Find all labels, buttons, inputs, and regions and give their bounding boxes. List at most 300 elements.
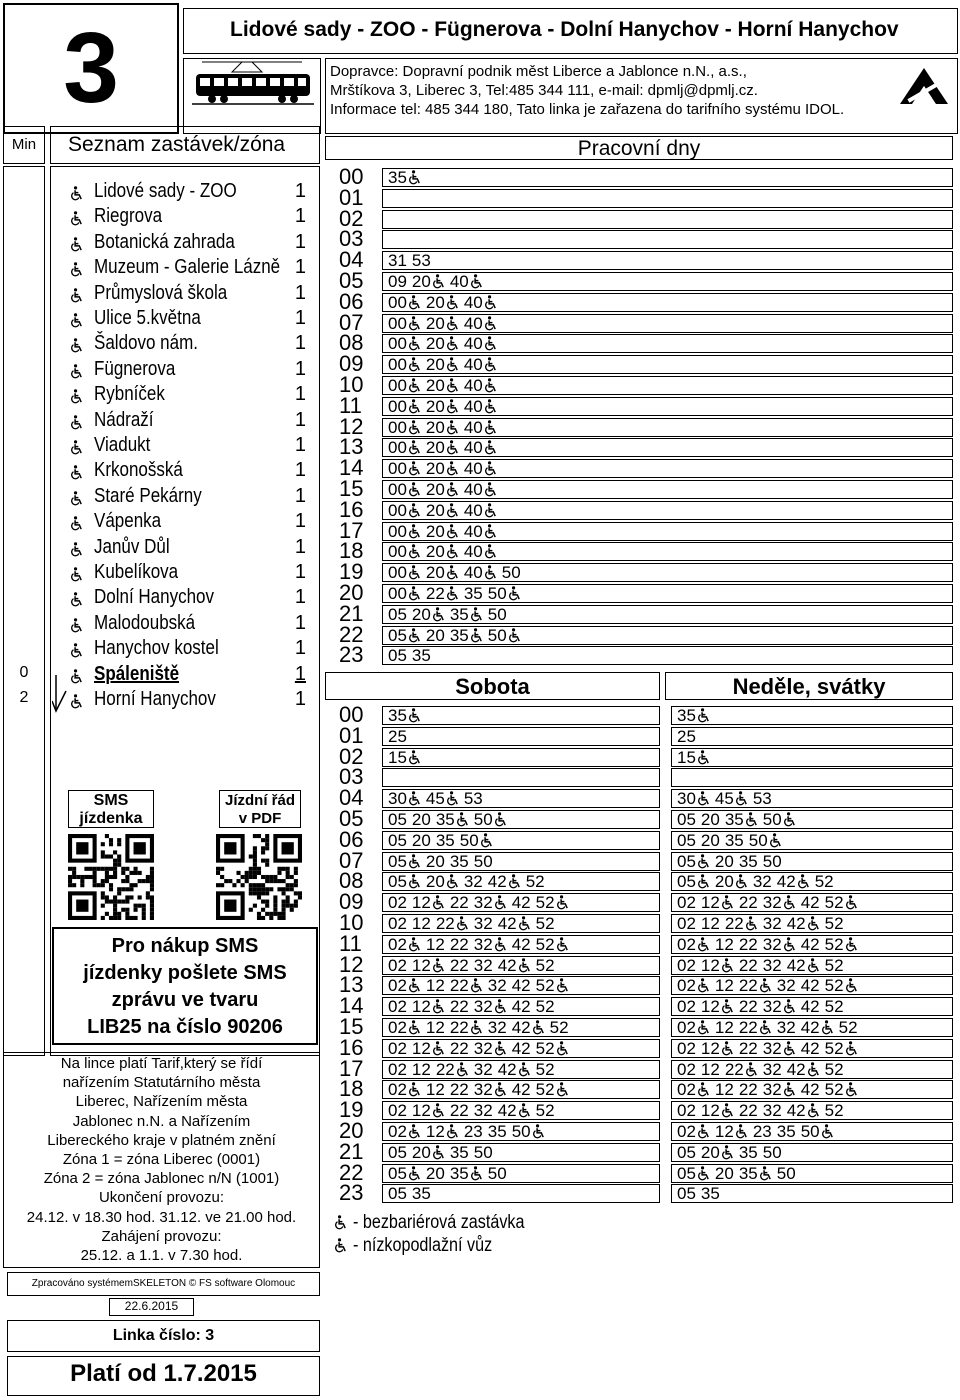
departure-minute: 31 [388,251,407,271]
wheelchair-icon [69,465,84,480]
wheelchair-icon [69,415,84,430]
wheelchair-icon [431,999,446,1014]
min-header: Min [11,136,37,153]
departure-row [388,810,512,830]
departure-minute: 20 [425,334,445,354]
departure-minute: 02 [388,1101,407,1121]
departure-minute: 35 [738,851,758,871]
departure-minute: 52 [535,914,555,933]
wheelchair-icon [479,833,494,848]
departure-minute: 12 [411,914,431,933]
departure-minute: 02 [677,914,696,933]
wheelchair-icon [407,586,422,601]
stop-zone: 1 [294,510,306,533]
departure-minute: 42 [487,872,507,892]
wheelchair-icon [407,1020,422,1035]
stop-item [68,510,330,535]
stop-name: Hanychov kostel [94,637,219,660]
hour-label: 20 [339,1118,364,1143]
departure-minute: 00 [388,542,407,562]
hour-label: 12 [339,951,364,977]
hour-label: 13 [339,434,364,460]
departure-row [388,251,436,271]
departure-row [388,1122,550,1142]
departure-minute: 42 [800,997,820,1017]
stop-zone: 1 [294,484,306,507]
departure-minute: 22 [738,1038,758,1058]
departure-row [388,1080,574,1100]
departure-minute: 40 [463,563,483,583]
departure-minute: 50 [473,1142,493,1162]
departure-minute: 42 [511,1038,531,1058]
departure-minute: 50 [487,604,507,624]
departure-row [677,727,701,747]
wheelchair-icon [782,937,797,952]
tariff-note-line: 24.12. v 18.30 hod. 31.12. ve 21.00 hod. [26,1208,297,1226]
stop-zone: 1 [294,561,306,583]
wheelchair-icon [407,791,422,806]
departure-minute: 05 [388,1184,407,1204]
departure-minute: 00 [388,417,407,437]
departure-minute: 42 [800,893,820,913]
stop-item [68,536,330,561]
departure-minute: 12 [700,997,720,1017]
departure-minute: 50 [748,830,768,850]
wheelchair-icon [782,1041,797,1056]
departure-row [677,1164,801,1184]
departure-cell [382,646,953,665]
departure-row [388,1039,574,1059]
departure-minute: 00 [388,480,407,499]
hour-label: 19 [339,1097,364,1123]
wheelchair-icon [696,1082,711,1097]
wheelchair-icon [445,399,460,414]
departure-minute: 32 [487,976,507,996]
wheelchair-icon [517,1062,532,1077]
wheelchair-icon [407,295,422,310]
wheelchair-icon [483,378,498,393]
departure-minute: 50 [511,1122,531,1141]
departure-row [388,727,412,747]
departure-row [677,1122,839,1142]
departure-minute: 40 [463,355,483,375]
departure-row [388,976,574,996]
departure-minute: 42 [497,1059,517,1079]
departure-minute: 02 [677,976,696,996]
wheelchair-icon [445,295,460,310]
departure-minute: 52 [535,934,555,954]
departure-minute: 20 [425,417,445,437]
wheelchair-icon [493,999,508,1014]
stop-zone: 1 [294,383,306,406]
departure-minute: 32 [762,1080,782,1100]
departure-minute: 12 [714,1080,734,1100]
wheelchair-icon [555,1082,570,1097]
wheelchair-icon [69,516,84,531]
departure-minute: 40 [463,396,483,416]
stop-name: Fügnerova [94,357,176,380]
sms-info-1: Pro nákup SMS [111,935,259,957]
departure-minute: 52 [549,1018,569,1037]
hour-label: 05 [339,268,364,293]
departure-row [677,1143,787,1163]
departure-minute: 52 [535,976,555,996]
sms-info-3: zprávu ve tvaru [111,989,259,1011]
wheelchair-icon [806,916,821,931]
wheelchair-icon [734,874,749,889]
hour-label: 22 [339,1159,364,1185]
departure-minute: 20 [425,480,445,499]
departure-minute: 02 [677,1101,696,1121]
sms-ticket-label-2: jízdenka [79,810,143,827]
wheelchair-icon [407,482,422,497]
wheelchair-icon [407,1166,422,1181]
departure-cell [671,727,953,746]
wheelchair-icon [445,316,460,331]
hour-label: 00 [339,164,364,189]
wheelchair-icon [445,544,460,559]
departure-minute: 35 [411,646,431,666]
operator-line-2: Mrštíkova 3, Liberec 3, Tel:485 344 111, e-mail: dpmlj@dpmlj.cz. [330,82,758,99]
stop-item [68,459,330,484]
departure-minute: 22 [449,934,469,954]
qr-code-pdf-icon[interactable] [216,834,302,920]
sms-info-2: jízdenky pošlete SMS [83,962,287,984]
departure-minute: 20 [425,872,445,892]
departure-minute: 50 [501,563,521,583]
stop-name: Kubelíkova [94,561,179,583]
departure-cell [382,768,660,787]
departure-minute: 02 [388,934,407,954]
hour-label: 07 [339,847,364,873]
departure-minute: 20 [425,396,445,416]
pdf-timetable-label-1: Jízdní řád [224,792,295,809]
departure-row [388,1143,498,1163]
departure-cell [382,251,953,270]
departure-minute: 52 [824,976,844,996]
wheelchair-icon [483,399,498,414]
departure-minute: 42 [497,955,517,975]
departure-minute: 42 [497,1101,517,1121]
stop-zone: 1 [294,281,306,304]
wheelchair-icon [469,607,484,622]
legend-item-low-floor [332,1235,517,1257]
wheelchair-icon [696,874,711,889]
departure-minute: 22 [738,955,758,975]
departure-minute: 42 [800,1080,820,1100]
departure-minute: 52 [824,1101,844,1121]
wheelchair-icon [517,1103,532,1118]
wheelchair-icon [507,874,522,889]
wheelchair-icon [820,1124,835,1139]
departure-minute: 22 [449,1080,469,1100]
departure-minute: 00 [388,355,407,375]
departure-minute: 20 [425,500,445,520]
departure-row [677,789,777,809]
departure-row [388,626,526,646]
wheelchair-icon [407,461,422,476]
departure-cell [382,210,953,229]
wheelchair-icon [744,812,759,827]
departure-row [388,893,574,913]
departure-minute: 22 [738,893,758,913]
departure-minute: 32 [776,976,796,996]
wheelchair-icon [445,440,460,455]
departure-minute: 12 [700,914,720,933]
departure-row [388,1018,574,1038]
departure-row [388,956,560,976]
hour-label: 04 [339,785,364,811]
wheelchair-icon [844,937,859,952]
wheelchair-icon [407,440,422,455]
departure-row [677,935,863,955]
stop-item [68,434,330,459]
departure-minute: 22 [425,584,445,603]
wheelchair-icon [507,628,522,643]
departure-minute: 12 [425,1080,445,1100]
hour-label: 17 [339,517,364,543]
departure-minute: 20 [700,1142,720,1162]
hour-label: 21 [339,600,364,626]
departure-minute: 42 [800,1018,820,1037]
line-number: 3 [63,12,119,124]
wheelchair-icon [69,542,84,557]
departure-minute: 20 [425,1163,445,1183]
hour-label: 23 [339,642,364,668]
departure-row [388,438,502,458]
departure-minute: 00 [388,521,407,541]
departure-minute: 50 [762,851,782,871]
departure-minute: 32 [473,893,493,913]
departure-minute: 05 [677,872,696,892]
stop-zone: 1 [294,586,306,609]
departure-minute: 32 [762,1038,782,1058]
departure-minute: 42 [511,1080,531,1100]
wheelchair-icon [407,565,422,580]
hour-label: 07 [339,309,364,335]
departure-minute: 02 [388,955,407,975]
operator-line-3: Informace tel: 485 344 180, Tato linka je zařazena do tarifního systému IDOL. [330,101,845,118]
departure-minute: 42 [511,997,531,1017]
departure-minute: 20 [425,376,445,395]
wheelchair-icon [69,237,84,252]
sms-info-4: LIB25 na číslo 90206 [87,1016,283,1038]
stop-name: Malodoubská [94,611,196,634]
hour-label: 19 [339,559,364,585]
wheelchair-icon [407,544,422,559]
hour-label: 08 [339,330,364,356]
departure-minute: 53 [752,789,772,809]
departure-minute: 00 [388,396,407,416]
departure-minute: 32 [762,893,782,913]
hour-label: 15 [339,476,364,501]
departure-minute: 42 [511,1018,531,1037]
wheelchair-icon [720,1103,735,1118]
departure-minute: 05 [388,830,407,850]
wheelchair-icon [507,586,522,601]
wheelchair-icon [696,750,711,765]
hour-label: 23 [339,1180,364,1206]
departure-row [388,376,502,396]
departure-minute: 42 [786,914,806,933]
departure-row [677,706,715,726]
wheelchair-icon [469,628,484,643]
departure-minute: 12 [411,1101,431,1121]
departure-minute: 02 [677,1080,696,1100]
hour-label: 01 [339,722,364,748]
departure-minute: 32 [473,1080,493,1100]
wheelchair-icon [696,791,711,806]
wheelchair-icon [407,378,422,393]
wheelchair-icon [445,1124,460,1139]
tariff-note-line: 25.12. a 1.1. v 7.30 hod. [80,1247,243,1264]
stop-minutes: 0 [19,663,29,681]
wheelchair-icon [483,461,498,476]
legend-text: - nízkopodlažní vůz [353,1235,493,1256]
departure-row [388,168,426,188]
departure-minute: 00 [388,334,407,354]
wheelchair-icon [445,503,460,518]
departure-minute: 32 [762,955,782,975]
hour-label: 10 [339,372,364,397]
departure-row [677,852,787,872]
departure-minute: 52 [535,1080,555,1100]
departure-cell [382,230,953,249]
qr-code-sms-icon[interactable] [68,834,154,920]
saturday-title: Sobota [455,674,530,699]
wheelchair-icon [696,937,711,952]
wheelchair-icon [483,482,498,497]
wheelchair-icon [517,958,532,973]
sunday-title: Neděle, svátky [732,674,886,699]
departure-row [677,1184,725,1204]
departure-minute: 05 [677,1142,696,1162]
departure-minute: 05 [677,810,696,829]
departure-minute: 40 [463,480,483,499]
departure-minute: 22 [724,914,744,933]
departure-minute: 02 [677,893,696,913]
hour-label: 14 [339,993,364,1019]
departure-minute: 35 [388,706,407,725]
hour-label: 12 [339,413,364,439]
hour-label: 16 [339,496,364,522]
departure-minute: 12 [411,1059,431,1079]
legend-text: - bezbariérová zastávka [353,1212,525,1233]
departure-minute: 15 [677,747,696,767]
departure-minute: 12 [425,1122,445,1141]
departure-minute: 02 [388,976,407,996]
hour-label: 16 [339,1034,364,1060]
stop-item [68,561,330,586]
wheelchair-icon [768,833,783,848]
stop-item [68,409,330,434]
wheelchair-icon [555,895,570,910]
stop-item [68,637,330,662]
stop-name: Viadukt [94,434,151,456]
departure-row [388,334,502,354]
wheelchair-icon [483,420,498,435]
wheelchair-icon [483,336,498,351]
wheelchair-icon [407,1124,422,1139]
departure-minute: 32 [473,1038,493,1058]
departure-minute: 05 [388,810,407,829]
stop-item [68,256,330,281]
stop-name: Janův Důl [94,535,170,558]
tariff-note-line: Na lince platí Tarif,který se řídí [60,1055,263,1072]
departure-minute: 40 [463,438,483,458]
departure-minute: 00 [388,563,407,583]
wheelchair-icon [796,874,811,889]
wheelchair-icon [455,1062,470,1077]
departure-minute: 52 [838,1018,858,1037]
departure-row [388,935,574,955]
departure-minute: 05 [388,625,407,645]
stop-zone: 1 [294,688,306,710]
stop-name: Krkonošská [94,459,183,482]
stop-name: Spáleniště [94,662,180,685]
legend-item-barrier-free [332,1212,555,1234]
wheelchair-icon [431,1103,446,1118]
departure-minute: 02 [677,997,696,1017]
stop-zone: 1 [294,408,306,431]
departure-minute: 52 [824,955,844,975]
departure-minute: 50 [473,851,493,871]
wheelchair-icon [469,274,484,289]
departure-minute: 05 [388,646,407,666]
tariff-note-line: Jablonec n.N. a Nařízením [72,1112,251,1130]
departure-minute: 20 [714,851,734,871]
departure-minute: 32 [762,1059,782,1079]
wheelchair-icon [744,916,759,931]
departure-minute: 02 [388,1038,407,1058]
departure-minute: 20 [411,830,431,850]
departure-minute: 40 [449,272,469,291]
wheelchair-icon [69,567,84,582]
tariff-note-line: Liberec, Nařízením města [75,1093,248,1111]
stop-name: Nádraží [94,408,154,431]
hour-label: 00 [339,702,364,727]
departure-row [388,852,498,872]
departure-row [677,1018,863,1038]
departure-row [677,1060,849,1080]
departure-minute: 12 [425,934,445,954]
departure-cell [382,189,953,208]
departure-minute: 52 [824,914,844,933]
wheelchair-icon [69,440,84,455]
stop-name: Botanická zahrada [94,230,235,253]
stop-item [68,612,330,637]
departure-minute: 32 [473,1059,493,1079]
wheelchair-icon [483,440,498,455]
departure-minute: 42 [786,1059,806,1079]
wheelchair-icon [493,937,508,952]
departure-minute: 45 [714,789,734,809]
stop-name: Průmyslová škola [94,281,228,304]
stop-name: Riegrova [94,205,163,228]
stop-zone: 1 [294,332,306,355]
departure-minute: 22 [449,1018,469,1037]
wheelchair-icon [445,874,460,889]
departure-minute: 23 [463,1122,483,1141]
wheelchair-icon [407,420,422,435]
wheelchair-icon [69,669,84,684]
wheelchair-icon [844,895,859,910]
wheelchair-icon [734,791,749,806]
departure-minute: 42 [511,976,531,996]
wheelchair-icon [483,316,498,331]
departure-minute: 22 [738,1018,758,1037]
departure-row [388,522,502,542]
